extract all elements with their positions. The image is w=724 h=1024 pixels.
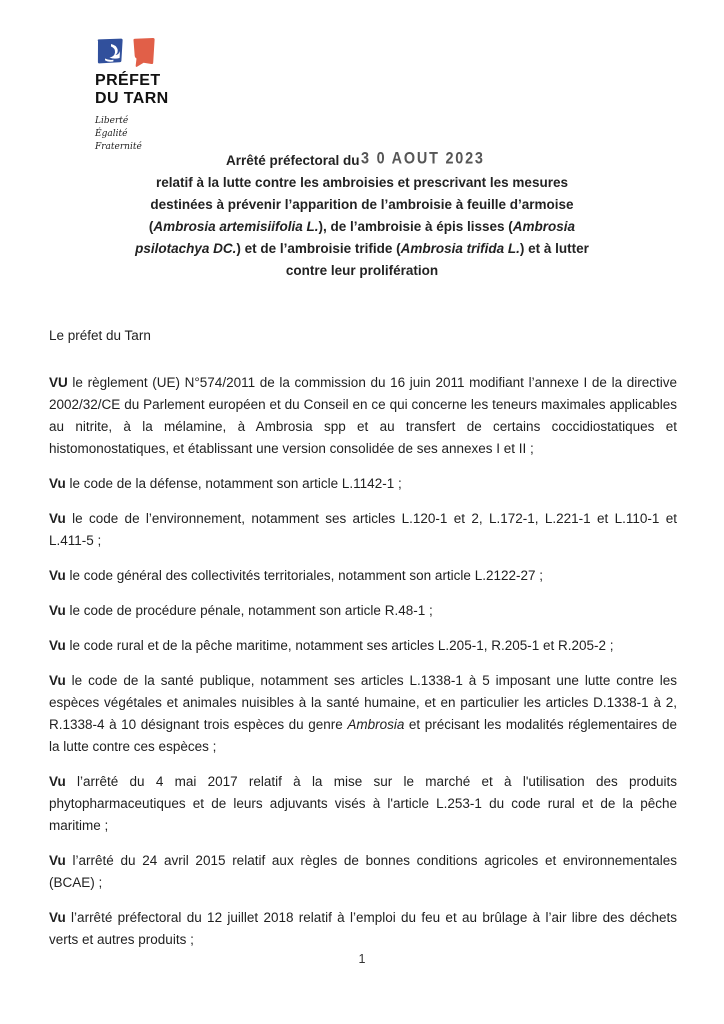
prefecture-letterhead <box>95 38 169 154</box>
french-flag-marianne-icon <box>95 38 165 68</box>
recital-paragraph-8: Vu l’arrêté du 4 mai 2017 relatif à la mise sur le marché et à l'utilisation des produits phytopharmaceutiques et de leurs adjuvants visés à l'article L.253-1 du code rural et de la pêche maritime ; <box>49 774 677 833</box>
prefecture-name-line2: DU TARN <box>95 89 169 107</box>
prefecture-name-line1: PRÉFET <box>95 72 161 89</box>
recital-paragraph-3: Vu le code de l’environnement, notamment ses articles L.120-1 et 2, L.172-1, L.221-1 et L.110-1 et L.411-5 ; <box>49 511 677 548</box>
recital-paragraph-2: Vu le code de la défense, notamment son article L.1142-1 ; <box>49 476 402 491</box>
recital-paragraph-7: Vu le code de la santé publique, notamment ses articles L.1338-1 à 5 imposant une lutte contre les espèces végétales et animales nuisibles à la santé humaine, et en particulier les articles D.1338-1 à 2, R.1338-4 à 10 désignant trois espèces du genre Ambrosia et précisant les modalités réglementaires de la lutte contre ces espèces ; <box>49 673 677 754</box>
recital-paragraph-5: Vu le code de procédure pénale, notamment son article R.48-1 ; <box>49 603 433 618</box>
recital-paragraph-1: VU le règlement (UE) N°574/2011 de la commission du 16 juin 2011 modifiant l’annexe I de la directive 2002/32/CE du Parlement européen et du Conseil en ce qui concerne les teneurs maximales applicables au nitrite, à la mélamine, à Ambrosia spp et au transfert de certains coccidiostatiques et histomonostatiques, et établissant une version consolidée de ses annexes I et II ; <box>49 375 677 456</box>
republic-motto <box>95 115 169 154</box>
motto-liberte: Liberté <box>95 115 129 126</box>
decree-title: Arrêté préfectoral du3 0 AOUT 2023 relatif à la lutte contre les ambroisies et prescrivant les mesures destinées à prévenir l’apparition de l’ambroisie à feuille d’armoise (Ambrosia artemisiifolia L.), de l’ambroisie à épis lisses (Ambrosia psilotachya DC.) et de l’ambroisie trifide (Ambrosia trifida L.) et à lutter contre leur prolifération <box>135 150 589 278</box>
recital-paragraph-10: Vu l’arrêté préfectoral du 12 juillet 2018 relatif à l’emploi du feu et au brûlage à l’air libre des déchets verts et autres produits ; <box>49 910 677 947</box>
recitals-section <box>49 372 677 964</box>
page-number: 1 <box>358 952 366 966</box>
motto-egalite: Égalité <box>95 128 128 139</box>
prefecture-name <box>95 72 169 108</box>
recital-paragraph-6: Vu le code rural et de la pêche maritime, notamment ses articles L.205-1, R.205-1 et R.205-2 ; <box>49 638 614 653</box>
salutation: Le préfet du Tarn <box>49 328 151 343</box>
recital-paragraph-4: Vu le code général des collectivités territoriales, notamment son article L.2122-27 ; <box>49 568 543 583</box>
recital-paragraph-9: Vu l’arrêté du 24 avril 2015 relatif aux règles de bonnes conditions agricoles et environnementales (BCAE) ; <box>49 853 677 890</box>
motto-fraternite: Fraternité <box>95 141 142 152</box>
